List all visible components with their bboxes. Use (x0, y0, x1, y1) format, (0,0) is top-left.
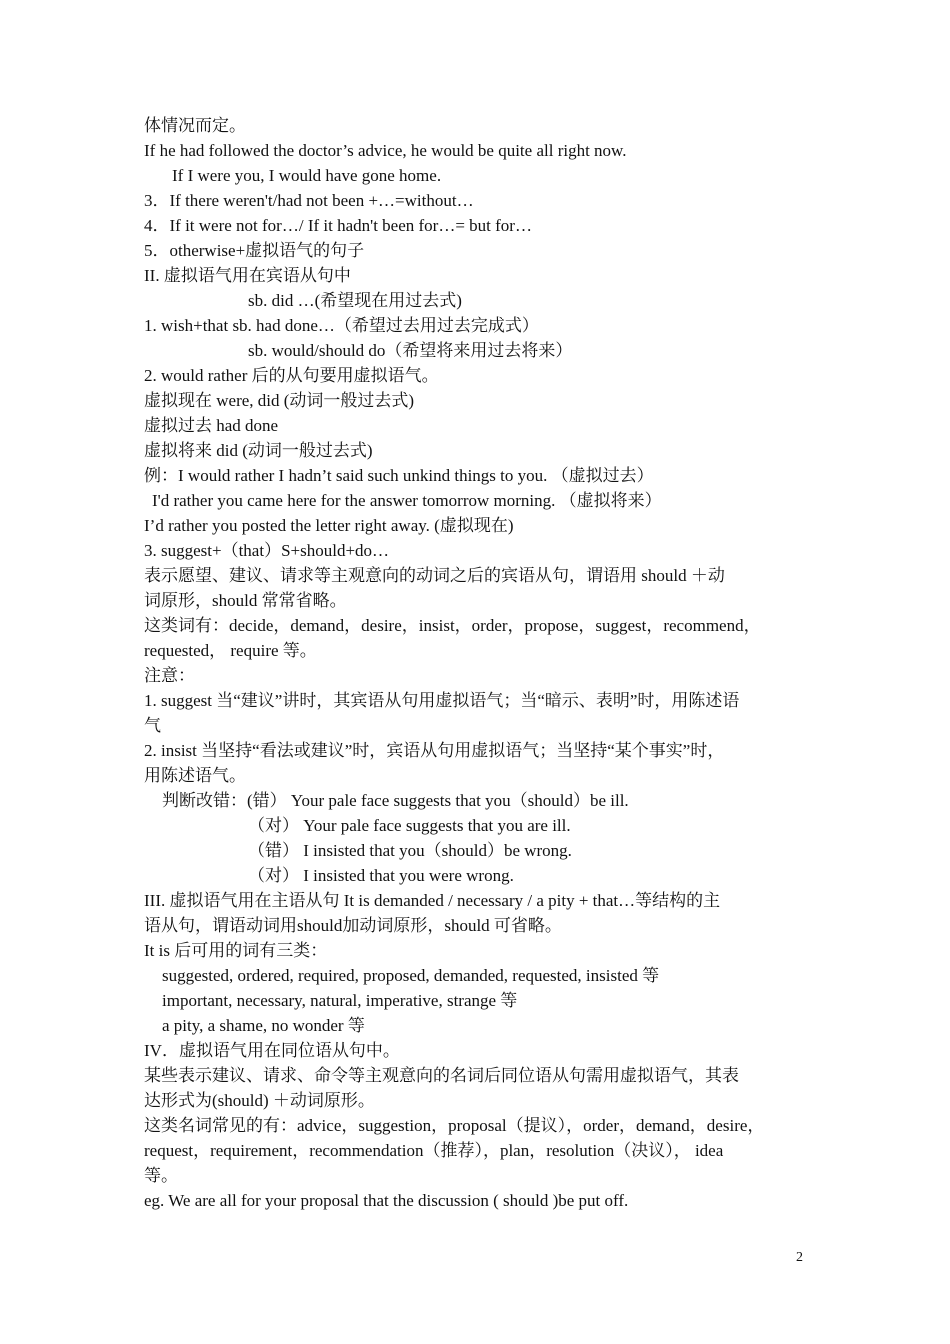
text-line: I'd rather you came here for the answer tomorrow morning. （虚拟将来） (152, 491, 662, 510)
text-line: 气 (144, 716, 161, 735)
text-line: 体情况而定。 (144, 116, 246, 135)
text-line: 注意： (144, 666, 195, 685)
text-line: 虚拟过去 had done (144, 416, 279, 435)
text-line: 1. suggest 当“建议”讲时，其宾语从句用虚拟语气；当“暗示、表明”时，用陈述语 (144, 691, 740, 710)
text-line: 虚拟现在 were, did (动词一般过去式) (144, 391, 415, 410)
text-line: 2. insist 当坚持“看法或建议”时，宾语从句用虚拟语气；当坚持“某个事实”时， (144, 741, 725, 760)
text-line: （错） I insisted that you（should）be wrong. (248, 841, 572, 860)
text-line: suggested, ordered, required, proposed, demanded, requested, insisted 等 (162, 966, 660, 985)
text-line: 语从句，谓语动词用should加动词原形，should 可省略。 (144, 916, 562, 935)
text-line: requested， require 等。 (144, 641, 317, 660)
section-heading: III. 虚拟语气用在主语从句 It is demanded / necessary / a pity + that…等结构的主 (144, 891, 721, 910)
text-line: 5．otherwise+虚拟语气的句子 (144, 241, 365, 260)
text-line: a pity, a shame, no wonder 等 (162, 1016, 365, 1035)
text-line: （对） I insisted that you were wrong. (248, 866, 514, 885)
text-line: 3. suggest+（that）S+should+do… (144, 541, 390, 560)
text-line: 这类词有：decide，demand，desire，insist，order，propose，suggest，recommend， (144, 616, 761, 635)
text-line: （对） Your pale face suggests that you are ill. (248, 816, 571, 835)
page-number: 2 (796, 1250, 803, 1265)
text-line: 虚拟将来 did (动词一般过去式) (144, 441, 373, 460)
text-line: 3．If there weren't/had not been +…=without… (144, 191, 474, 210)
text-line: 表示愿望、建议、请求等主观意向的动词之后的宾语从句，谓语用 should ＋动 (144, 566, 725, 585)
text-line: 这类名词常见的有：advice，suggestion，proposal（提议），order，demand，desire， (144, 1116, 765, 1135)
text-line: 达形式为(should) ＋动词原形。 (144, 1091, 375, 1110)
text-line: 例：I would rather I hadn’t said such unkind things to you. （虚拟过去） (144, 466, 654, 485)
text-line: sb. would/should do（希望将来用过去将来） (248, 341, 573, 360)
text-line: 某些表示建议、请求、命令等主观意向的名词后同位语从句需用虚拟语气，其表 (144, 1066, 739, 1085)
text-line: 1. wish+that sb. had done…（希望过去用过去完成式） (144, 316, 539, 335)
text-line: 用陈述语气。 (144, 766, 246, 785)
section-heading: II. 虚拟语气用在宾语从句中 (144, 266, 351, 285)
text-line: If he had followed the doctor’s advice, he would be quite all right now. (144, 141, 627, 160)
section-heading: IV．虚拟语气用在同位语从句中。 (144, 1041, 400, 1060)
text-line: eg. We are all for your proposal that the discussion ( should )be put off. (144, 1191, 629, 1210)
text-line: 4．If it were not for…/ If it hadn't been for…= but for… (144, 216, 532, 235)
text-line: It is 后可用的词有三类： (144, 941, 328, 960)
text-line: I’d rather you posted the letter right away. (虚拟现在) (144, 516, 514, 535)
text-line: request，requirement，recommendation（推荐），plan，resolution（决议）， idea (144, 1141, 724, 1160)
text-line: important, necessary, natural, imperative, strange 等 (162, 991, 518, 1010)
text-line: 2. would rather 后的从句要用虚拟语气。 (144, 366, 439, 385)
text-line: sb. did …(希望现在用过去式) (248, 291, 462, 310)
text-line: 等。 (144, 1166, 178, 1185)
text-line: If I were you, I would have gone home. (172, 166, 442, 185)
text-line: 判断改错：(错） Your pale face suggests that you（should）be ill. (162, 791, 629, 810)
text-line: 词原形，should 常常省略。 (144, 591, 347, 610)
